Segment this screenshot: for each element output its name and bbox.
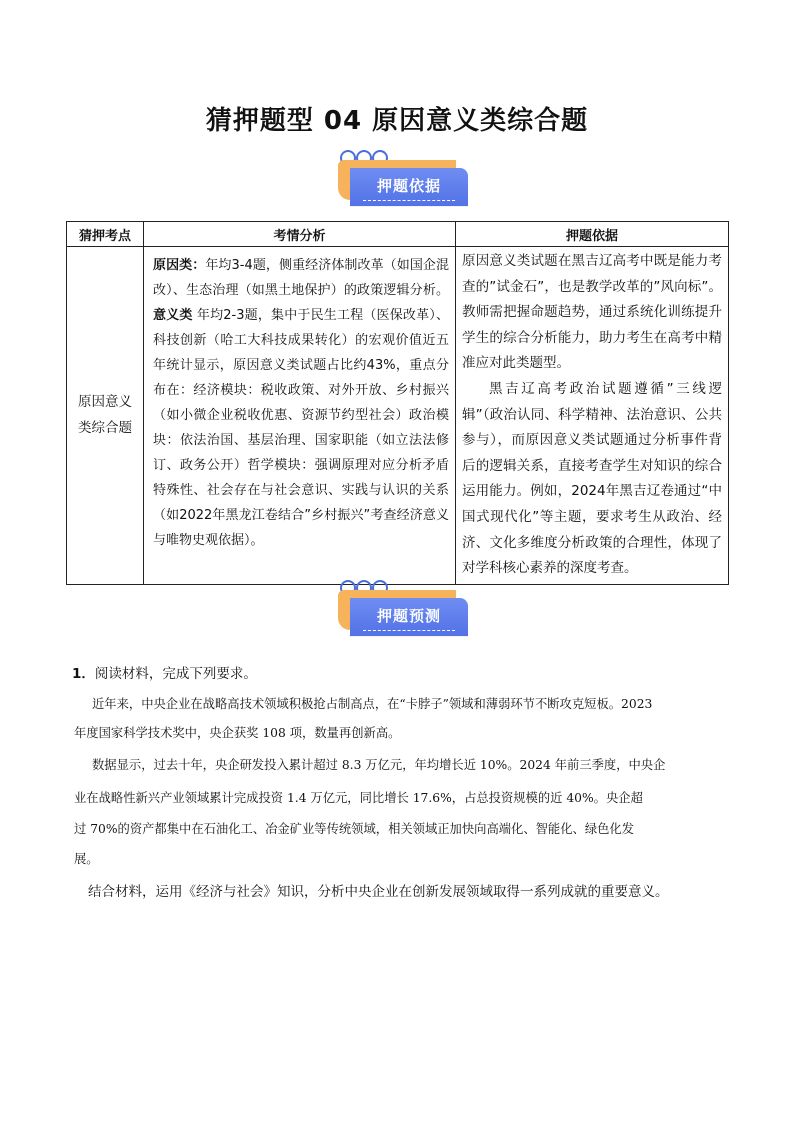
- meaning-label: 意义类: [153, 308, 193, 323]
- section-banner-basis: [333, 150, 473, 210]
- material-line: 近年来，中央企业在战略高技术领域积极抢占制高点，在“卡脖子”领域和薄弱环节不断攻克短板。2023: [92, 697, 653, 711]
- material-line: 数据显示，过去十年，央企研发投入累计超过 8.3 万亿元，年均增长近 10%。2024 年前三季度，中央企: [92, 758, 666, 772]
- reason-label: 原因类：: [153, 258, 206, 273]
- meaning-text: 年均2-3题，集中于民生工程（医保改革）、科技创新（哈工大科技成果转化）的宏观价值近五年统计显示，原因意义类试题占比约43%，重点分布在：经济模块：税收政策、对外开放、乡村振兴（如小微企业税收优惠、资源节约型社会）政治模块：依法治国、基层治理、国家职能（如立法法修订、政务公开）哲学模块：强调原理对应分析矛盾特殊性、社会存在与社会意识、实践与认识的关系（如2022年黑龙江卷结合”乡村振兴”考查经济意义与唯物史观依据）。: [153, 308, 449, 548]
- table-header-basis: 押题依据: [456, 222, 729, 247]
- analysis-table: [66, 221, 729, 585]
- table-header-point: 猜押考点: [67, 222, 144, 247]
- material-line: 年度国家科学技术奖中，央企获奖 108 项，数量再创新高。: [74, 726, 401, 740]
- basis-paragraph-1: 原因意义类试题在黑吉辽高考中既是能力考查的”试金石”，也是教学改革的”风向标”。教师需把握命题趋势，通过系统化训练提升学生的综合分析能力，助力考生在高考中精准应对此类题型。: [462, 253, 722, 372]
- table-row: [67, 247, 729, 585]
- exam-point-cell: [67, 247, 144, 585]
- question-ask: 结合材料，运用《经济与社会》知识，分析中央企业在创新发展领域取得一系列成就的重要意义。: [88, 884, 669, 900]
- basis-paragraph-2: 黑吉辽高考政治试题遵循”三线逻辑”（政治认同、科学精神、法治意识、公共参与），而原因意义类试题通过分析事件背后的逻辑关系，直接考查学生对知识的综合运用能力。例如，2024年黑吉辽卷通过“中国式现代化”等主题，要求考生从政治、经济、文化多维度分析政策的合理性，体现了对学科核心素养的深度考查。: [462, 380, 722, 577]
- table-header-analysis: 考情分析: [144, 222, 456, 247]
- question-1: [72, 662, 257, 682]
- analysis-cell: [144, 247, 456, 585]
- section-banner-forecast: [333, 580, 473, 640]
- section-label-forecast: 押题预测: [376, 607, 441, 625]
- question-number: 1．: [72, 666, 95, 682]
- basis-cell: [456, 247, 729, 585]
- section-label-basis: 押题依据: [376, 177, 441, 195]
- material-line: 业在战略性新兴产业领域累计完成投资 1.4 万亿元，同比增长 17.6%，占总投资规模的近 40%。央企超: [74, 791, 643, 805]
- question-stem: 阅读材料，完成下列要求。: [94, 666, 257, 682]
- table-header-row: [67, 222, 729, 247]
- exam-point-text: 原因意义类综合题: [78, 394, 132, 437]
- page-title: 猜押题型 04 原因意义类综合题: [205, 106, 589, 136]
- reason-text: 年均3-4题，侧重经济体制改革（如国企混改）、生态治理（如黑土地保护）的政策逻辑分析。: [153, 258, 449, 298]
- material-line: 过 70%的资产都集中在石油化工、冶金矿业等传统领域，相关领域正加快向高端化、智能化、绿色化发: [74, 822, 635, 836]
- material-line: 展。: [74, 852, 99, 866]
